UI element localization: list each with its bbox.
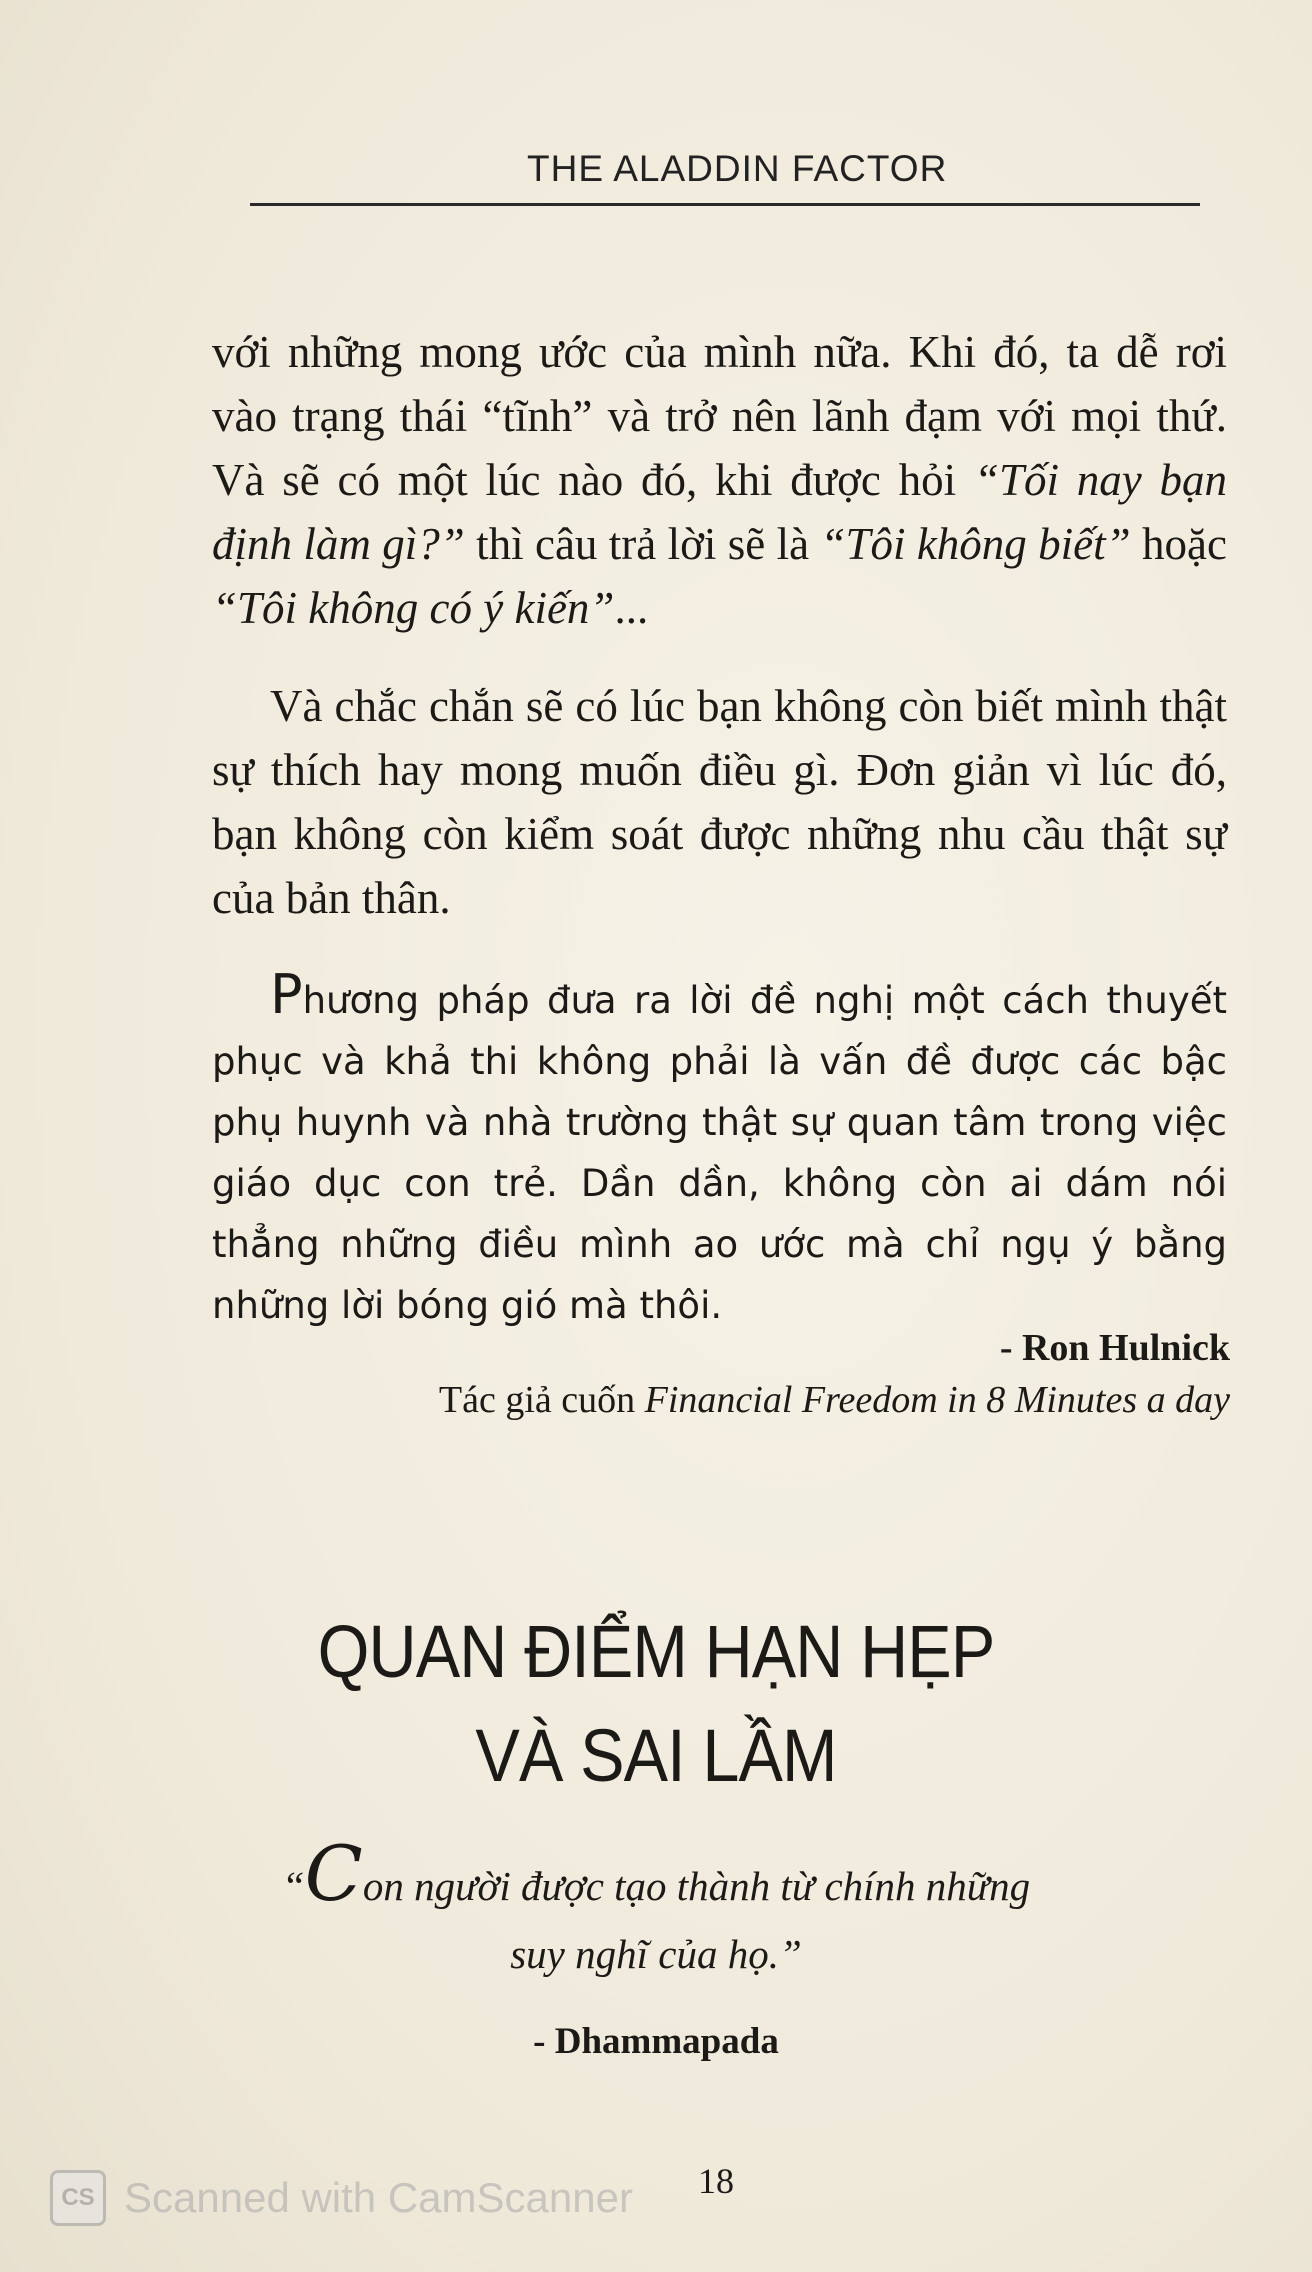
- p1-mid-text: thì câu trả lời sẽ là: [464, 519, 821, 569]
- p1-italic-answer-2: “Tôi không có ý kiến”: [212, 583, 615, 633]
- attribution-author: - Ron Hulnick: [999, 1327, 1230, 1369]
- p1-italic-answer-1: “Tôi không biết”: [820, 519, 1131, 569]
- attribution-description: [439, 1374, 1230, 1426]
- quote-block: [212, 964, 1227, 1336]
- attribution-prefix: Tác giả cuốn: [438, 1379, 645, 1421]
- attribution-book-title: Financial Freedom in 8 Minutes a day: [644, 1379, 1230, 1421]
- running-header: THE ALADDIN FACTOR: [527, 148, 948, 189]
- epigraph-line-2: suy nghĩ của họ.”: [510, 1931, 802, 1977]
- quote-dropcap: P: [270, 963, 303, 1026]
- p1-text: với những mong ước của mình nữa. Khi đó, ta dễ rơi vào trạng thái “tĩnh” và trở nên lãnh đạm với mọi thứ. Và sẽ có một lúc nào đó, khi được hỏi: [212, 327, 1227, 505]
- epigraph-line-1: [0, 1829, 1312, 1920]
- p1-or-text: hoặc: [1130, 519, 1227, 569]
- page-number: 18: [698, 2161, 734, 2201]
- quote-text: hương pháp đưa ra lời đề nghị một cách thuyết phục và khả thi không phải là vấn đề được các bậc phụ huynh và nhà trường thật sự quan tâm trong việc giáo dục con trẻ. Dần dần, không còn ai dám nói thẳng những điều mình ao ước mà chỉ ngụ ý bằng những lời bóng gió mà thôi.: [212, 979, 1227, 1327]
- epigraph-open-quote: “: [281, 1863, 305, 1909]
- camscanner-logo-icon: CS: [50, 2170, 106, 2226]
- body-paragraph-1: [212, 320, 1227, 640]
- header-rule: [250, 203, 1200, 206]
- section-heading: [66, 1600, 1247, 1808]
- epigraph: [0, 1829, 1312, 1988]
- camscanner-watermark: [50, 2170, 633, 2226]
- watermark-text: Scanned with CamScanner: [124, 2174, 633, 2221]
- p1-ellipsis: ...: [614, 583, 649, 633]
- epigraph-source: - Dhammapada: [533, 2021, 779, 2062]
- epigraph-initial: C: [304, 1829, 363, 1918]
- p1-italic-question: “Tối nay bạn định làm gì?”: [212, 455, 1228, 569]
- quote-attribution: [439, 1322, 1230, 1426]
- epigraph-line-1-text: on người được tạo thành từ chính những: [362, 1863, 1031, 1909]
- section-heading-line-1: QUAN ĐIỂM HẠN HẸP: [317, 1610, 995, 1693]
- body-paragraph-2: Và chắc chắn sẽ có lúc bạn không còn biết mình thật sự thích hay mong muốn điều gì. Đơn giản vì lúc đó, bạn không còn kiểm soát được những nhu cầu thật sự của bản thân.: [212, 681, 1227, 923]
- section-heading-line-2: VÀ SAI LẦM: [475, 1714, 837, 1797]
